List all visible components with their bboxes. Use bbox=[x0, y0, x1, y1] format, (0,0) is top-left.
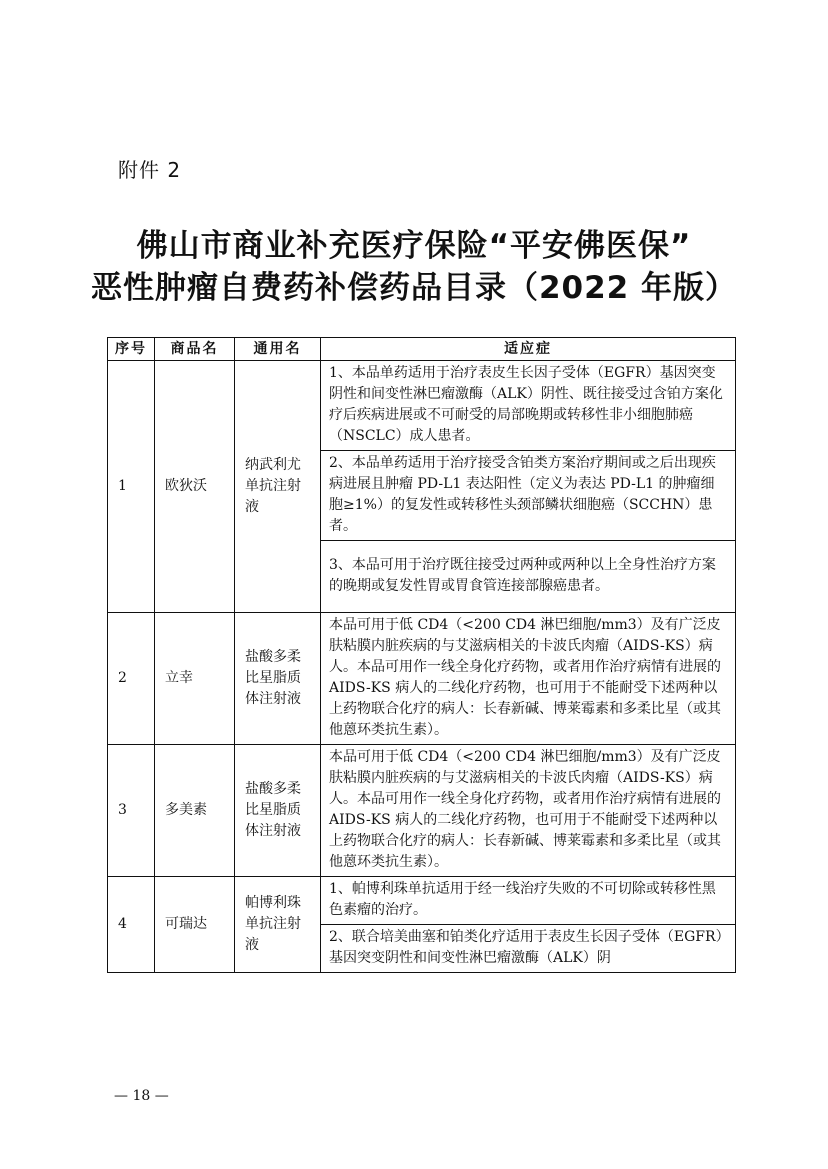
row-indication: 1、本品单药适用于治疗表皮生长因子受体（EGFR）基因突变阴性和间变性淋巴瘤激酶（ALK）阴性、既往接受过含铂方案化疗后疾病进展或不可耐受的局部晚期或转移性非小细胞肺癌（NSCLC）成人患者。 bbox=[321, 361, 736, 451]
table-row bbox=[108, 613, 736, 745]
page-title-line-1: 佛山市商业补充医疗保险“平安佛医保” bbox=[136, 228, 692, 264]
row-indication: 1、帕博利珠单抗适用于经一线治疗失败的不可切除或转移性黑色素瘤的治疗。 bbox=[321, 877, 736, 925]
table-row bbox=[108, 745, 736, 877]
row-indication: 2、联合培美曲塞和铂类化疗适用于表皮生长因子受体（EGFR）基因突变阴性和间变性淋巴瘤激酶（ALK）阴 bbox=[321, 925, 736, 973]
header-indication: 适应症 bbox=[321, 338, 736, 361]
table-row bbox=[108, 877, 736, 925]
table-row bbox=[108, 361, 736, 451]
row-generic: 盐酸多柔比星脂质体注射液 bbox=[235, 613, 321, 745]
page-number: — 18 — bbox=[114, 1088, 169, 1104]
row-indication: 本品可用于低 CD4（<200 CD4 淋巴细胞/mm3）及有广泛皮肤粘膜内脏疾病的与艾滋病相关的卡波氏肉瘤（AIDS-KS）病人。本品可用作一线全身化疗药物，或者用作治疗病情有进展的 AIDS-KS 病人的二线化疗药物，也可用于不能耐受下述两种以上药物联合化疗的病人：长春新碱、博莱霉素和多柔比星（或其他蒽环类抗生素）。 bbox=[321, 745, 736, 877]
row-indication: 2、本品单药适用于治疗接受含铂类方案治疗期间或之后出现疾病进展且肿瘤 PD-L1 表达阳性（定义为表达 PD-L1 的肿瘤细胞≥1%）的复发性或转移性头颈部鳞状细胞癌（SCCHN）患者。 bbox=[321, 451, 736, 541]
row-indication: 本品可用于低 CD4（<200 CD4 淋巴细胞/mm3）及有广泛皮肤粘膜内脏疾病的与艾滋病相关的卡波氏肉瘤（AIDS-KS）病人。本品可用作一线全身化疗药物，或者用作治疗病情有进展的 AIDS-KS 病人的二线化疗药物，也可用于不能耐受下述两种以上药物联合化疗的病人：长春新碱、博莱霉素和多柔比星（或其他蒽环类抗生素）。 bbox=[321, 613, 736, 745]
row-brand: 可瑞达 bbox=[155, 877, 235, 973]
header-generic: 通用名 bbox=[235, 338, 321, 361]
row-brand: 多美素 bbox=[155, 745, 235, 877]
row-generic: 纳武利尤单抗注射液 bbox=[235, 361, 321, 613]
page-title-line-2: 恶性肿瘤自费药补偿药品目录（2022 年版） bbox=[90, 270, 738, 306]
table-header-row bbox=[108, 338, 736, 361]
row-brand: 立幸 bbox=[155, 613, 235, 745]
row-generic: 盐酸多柔比星脂质体注射液 bbox=[235, 745, 321, 877]
row-no: 4 bbox=[108, 877, 155, 973]
row-no: 2 bbox=[108, 613, 155, 745]
header-brand: 商品名 bbox=[155, 338, 235, 361]
header-no: 序号 bbox=[108, 338, 155, 361]
row-no: 3 bbox=[108, 745, 155, 877]
annex-label: 附件 2 bbox=[118, 158, 182, 182]
row-no: 1 bbox=[108, 361, 155, 613]
row-indication: 3、本品可用于治疗既往接受过两种或两种以上全身性治疗方案的晚期或复发性胃或胃食管连接部腺癌患者。 bbox=[321, 541, 736, 613]
row-brand: 欧狄沃 bbox=[155, 361, 235, 613]
drug-list-table bbox=[107, 337, 736, 973]
row-generic: 帕博利珠单抗注射液 bbox=[235, 877, 321, 973]
